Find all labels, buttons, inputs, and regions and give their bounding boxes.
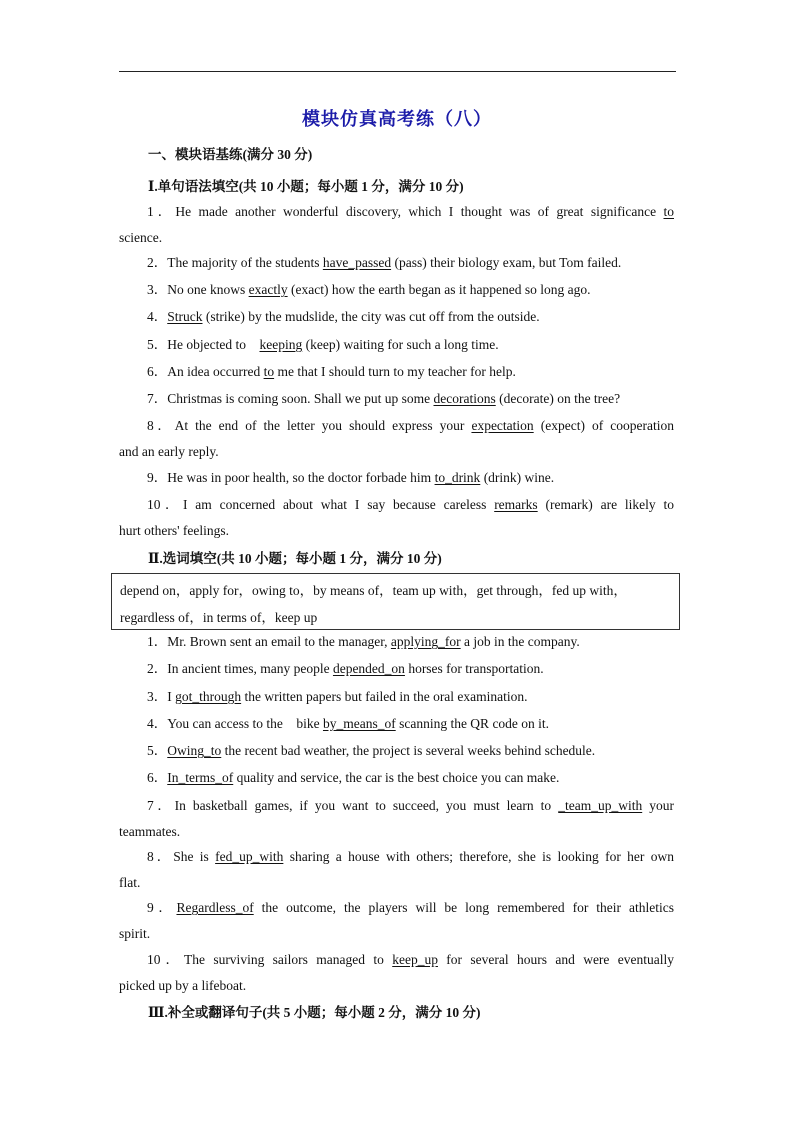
item-text: The surviving sailors managed to xyxy=(183,952,393,967)
section-heading: 一、模块语基练(满分 30 分) xyxy=(148,147,313,162)
item-text: a job in the company. xyxy=(460,634,580,649)
part1-item-2 xyxy=(119,250,674,276)
item-number: 9． xyxy=(147,470,168,485)
part1-item-10-cont: hurt others' feelings. xyxy=(119,523,230,538)
part2-item-10-cont: picked up by a lifeboat. xyxy=(119,978,247,993)
item-text: I am concerned about what I say because careless xyxy=(182,497,495,512)
item-text: (strike) by the mudslide, the city was cut off from the outside. xyxy=(202,309,540,324)
part2-item-1 xyxy=(119,629,674,655)
word-bank-line-1: depend on，apply for，owing to，by means of，team up with，get through，fed up with， xyxy=(120,583,627,598)
item-text: In ancient times, many people xyxy=(167,661,333,676)
item-text: You can access to the bike xyxy=(167,716,323,731)
item-number: 2． xyxy=(147,661,168,676)
item-answer: expectation xyxy=(471,418,534,433)
page-title: 模块仿真高考练（八） xyxy=(302,109,492,129)
item-answer: Regardless_of xyxy=(176,900,254,915)
item-number: 8． xyxy=(147,418,175,433)
item-text: Christmas is coming soon. Shall we put up some xyxy=(167,391,434,406)
item-text: sharing a house with others; therefore, she is looking for her own xyxy=(283,849,674,864)
item-text: (keep) waiting for such a long time. xyxy=(302,337,499,352)
item-text: the recent bad weather, the project is several weeks behind schedule. xyxy=(221,743,596,758)
part2-item-4 xyxy=(119,711,674,737)
item-text: the written papers but failed in the oral examination. xyxy=(241,689,528,704)
part1-item-8-cont: and an early reply. xyxy=(119,444,219,459)
item-number: 2． xyxy=(147,255,168,270)
item-text: He was in poor health, so the doctor forbade him xyxy=(167,470,435,485)
item-answer: Struck xyxy=(167,309,203,324)
item-answer: have_passed xyxy=(322,255,392,270)
item-text: She is xyxy=(173,849,216,864)
part2-item-8 xyxy=(119,844,674,870)
item-number: 1． xyxy=(147,204,176,219)
item-text: (remark) are likely to xyxy=(537,497,674,512)
item-answer: Owing_to xyxy=(167,743,222,758)
part2-item-7 xyxy=(119,793,674,819)
item-text: (expect) of cooperation xyxy=(533,418,674,433)
item-answer: to xyxy=(263,364,275,379)
item-answer: _team_up_with xyxy=(558,798,643,813)
item-text: In basketball games, if you want to succeed, you must learn to xyxy=(174,798,559,813)
item-text: I xyxy=(167,689,176,704)
part1-item-1-cont: science. xyxy=(119,230,163,245)
item-answer: fed_up_with xyxy=(215,849,284,864)
item-answer: decorations xyxy=(433,391,496,406)
item-number: 4． xyxy=(147,309,168,324)
part1-item-4 xyxy=(119,304,674,330)
item-answer: to_drink xyxy=(434,470,481,485)
part2-item-9 xyxy=(119,895,674,921)
item-number: 3． xyxy=(147,689,168,704)
item-answer: keep_up xyxy=(392,952,438,967)
item-text: horses for transportation. xyxy=(404,661,544,676)
item-text: He made another wonderful discovery, which I thought was of great significance xyxy=(175,204,664,219)
part1-item-10 xyxy=(119,492,674,518)
item-text: (exact) how the earth began as it happened so long ago. xyxy=(287,282,591,297)
word-bank-line-2: regardless of，in terms of，keep up xyxy=(120,610,318,625)
part1-item-7 xyxy=(119,386,674,412)
item-number: 10． xyxy=(147,497,183,512)
item-number: 3． xyxy=(147,282,168,297)
item-answer: by_means_of xyxy=(322,716,396,731)
item-number: 9． xyxy=(147,900,177,915)
item-number: 1． xyxy=(147,634,168,649)
item-number: 6． xyxy=(147,770,168,785)
item-text: (drink) wine. xyxy=(480,470,555,485)
item-answer: depended_on xyxy=(332,661,405,676)
item-answer: exactly xyxy=(248,282,288,297)
part1-item-1 xyxy=(119,199,674,225)
item-text: (decorate) on the tree? xyxy=(495,391,621,406)
item-answer: remarks xyxy=(494,497,538,512)
item-number: 5． xyxy=(147,337,168,352)
item-text: At the end of the letter you should express your xyxy=(174,418,472,433)
part2-item-6 xyxy=(119,765,674,791)
item-answer: to xyxy=(663,204,674,219)
item-text: the outcome, the players will be long remembered for their athletics xyxy=(253,900,675,915)
item-answer: keeping xyxy=(259,337,303,352)
part1-item-5 xyxy=(119,332,674,358)
item-text: your xyxy=(642,798,674,813)
part1-item-8 xyxy=(119,413,674,439)
part2-item-7-cont: teammates. xyxy=(119,824,181,839)
item-number: 5． xyxy=(147,743,168,758)
item-number: 8． xyxy=(147,849,174,864)
item-text: The majority of the students xyxy=(167,255,323,270)
header-rule xyxy=(119,71,676,72)
item-text: Mr. Brown sent an email to the manager, xyxy=(167,634,391,649)
item-text: (pass) their biology exam, but Tom failed. xyxy=(391,255,622,270)
part2-item-5 xyxy=(119,738,674,764)
item-number: 7． xyxy=(147,798,175,813)
item-text: No one knows xyxy=(167,282,249,297)
item-text: me that I should turn to my teacher for help. xyxy=(274,364,516,379)
item-text: for several hours and were eventually xyxy=(437,952,675,967)
part2-item-3 xyxy=(119,684,674,710)
part2-item-8-cont: flat. xyxy=(119,875,141,890)
item-text: An idea occurred xyxy=(167,364,264,379)
part2-heading: Ⅱ.选词填空(共 10 小题；每小题 1 分，满分 10 分) xyxy=(148,551,442,566)
item-text: scanning the QR code on it. xyxy=(395,716,550,731)
part2-item-2 xyxy=(119,656,674,682)
item-answer: In_terms_of xyxy=(167,770,234,785)
part3-heading: Ⅲ.补全或翻译句子(共 5 小题；每小题 2 分，满分 10 分) xyxy=(148,1005,481,1020)
item-answer: applying_for xyxy=(390,634,461,649)
part1-item-6 xyxy=(119,359,674,385)
word-bank-box xyxy=(111,573,680,630)
item-number: 10． xyxy=(147,952,184,967)
item-number: 7． xyxy=(147,391,168,406)
item-number: 6． xyxy=(147,364,168,379)
item-text: quality and service, the car is the best choice you can make. xyxy=(233,770,560,785)
part1-item-9 xyxy=(119,465,674,491)
item-text: He objected to xyxy=(167,337,260,352)
part2-item-9-cont: spirit. xyxy=(119,926,151,941)
item-number: 4． xyxy=(147,716,168,731)
part2-item-10 xyxy=(119,947,674,973)
part1-heading: Ⅰ.单句语法填空(共 10 小题；每小题 1 分，满分 10 分) xyxy=(148,179,464,194)
item-answer: got_through xyxy=(175,689,242,704)
part1-item-3 xyxy=(119,277,674,303)
